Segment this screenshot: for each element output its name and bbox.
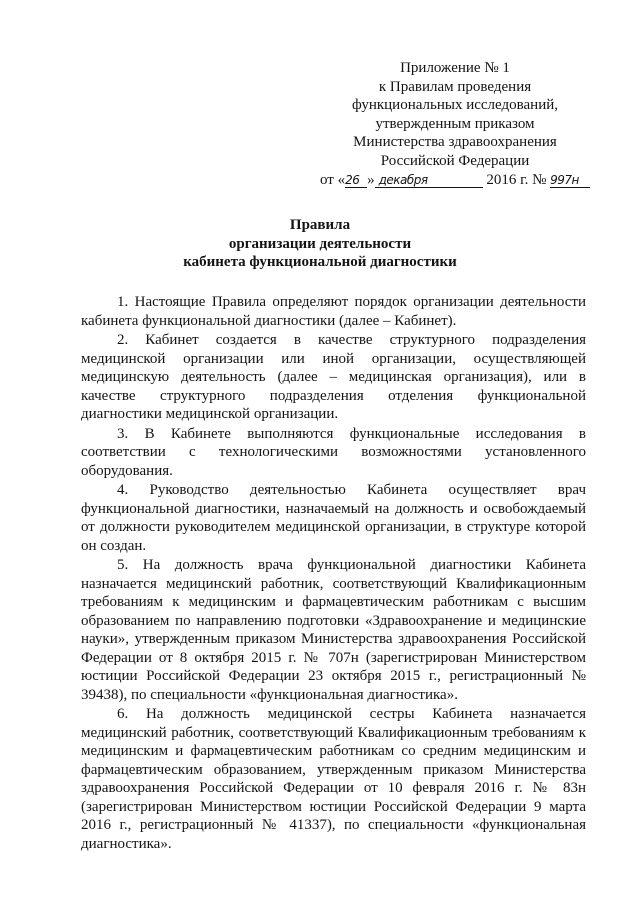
appendix-line: Российской Федерации (380, 152, 530, 169)
order-month-handwritten: декабря (378, 172, 428, 187)
appendix-line: утвержденным приказом (375, 115, 535, 132)
order-number-handwritten: 997н (550, 172, 579, 187)
appendix-line: Министерства здравоохранения (353, 134, 557, 151)
appendix-line: Приложение № 1 (400, 60, 510, 76)
title-line: организации деятельности (228, 235, 412, 252)
order-date-line (320, 171, 590, 190)
appendix-block (320, 59, 590, 189)
order-day-handwritten: 26 (345, 172, 360, 187)
paragraph-2: 2. Кабинет создается в качестве структурного подразделения медицинской организации или иной организации, осуществляющей медицинскую деятельность (далее – медицинская организация), или в качестве структурного подразделения отделения функциональной диагностики медицинской организации. (81, 332, 586, 422)
title-line: кабинета функциональной диагностики (183, 254, 457, 270)
appendix-line: к Правилам проведения (378, 78, 532, 95)
rules-body (81, 293, 586, 853)
order-month-blank (375, 173, 483, 188)
order-prefix: от « (320, 171, 346, 188)
order-day-blank (345, 173, 367, 188)
order-year-number: 2016 г. № (486, 171, 547, 188)
document-title (60, 216, 580, 272)
paragraph-1: 1. Настоящие Правила определяют порядок организации деятельности кабинета функциональной диагностики (далее – Кабинет). (81, 294, 586, 329)
paragraph-6: 6. На должность медицинской сестры Кабинета назначается медицинский работник, соответствующий Квалификационным требованиям к медицинским и фармацевтическим работникам со средним медицинским и фармацевтическим образованием, утвержденным приказом Министерства здравоохранения Российской Федерации от 10 февраля 2016 г. № 83н (зарегистрирован Министерством юстиции Российской Федерации 9 марта 2016 г., регистрационный № 41337), по специальности «функциональная диагностика». (81, 706, 586, 852)
order-number-blank (550, 173, 590, 188)
paragraph-5: 5. На должность врача функциональной диагностики Кабинета назначается медицинский работник, соответствующий Квалификационным требованиям к медицинским и фармацевтическим работникам с высшим образованием по направлению подготовки «Здравоохранение и медицинские науки», утвержденным приказом Министерства здравоохранения Российской Федерации от 8 октября 2015 г. № 707н (зарегистрирован Министерством юстиции Российской Федерации 23 октября 2015 г., регистрационный № 39438), по специальности «функциональная диагностика». (81, 557, 586, 703)
paragraph-4: 4. Руководство деятельностью Кабинета осуществляет врач функциональной диагностики, назначаемый на должность и освобождаемый от должности руководителем медицинской организации, в структуре которой он создан. (81, 482, 586, 554)
order-quote-close: » (367, 171, 375, 188)
appendix-line: функциональных исследований, (351, 97, 558, 114)
title-line: Правила (289, 217, 351, 233)
paragraph-3: 3. В Кабинете выполняются функциональные исследования в соответствии с технологическими возможностями установленного оборудования. (81, 425, 586, 479)
